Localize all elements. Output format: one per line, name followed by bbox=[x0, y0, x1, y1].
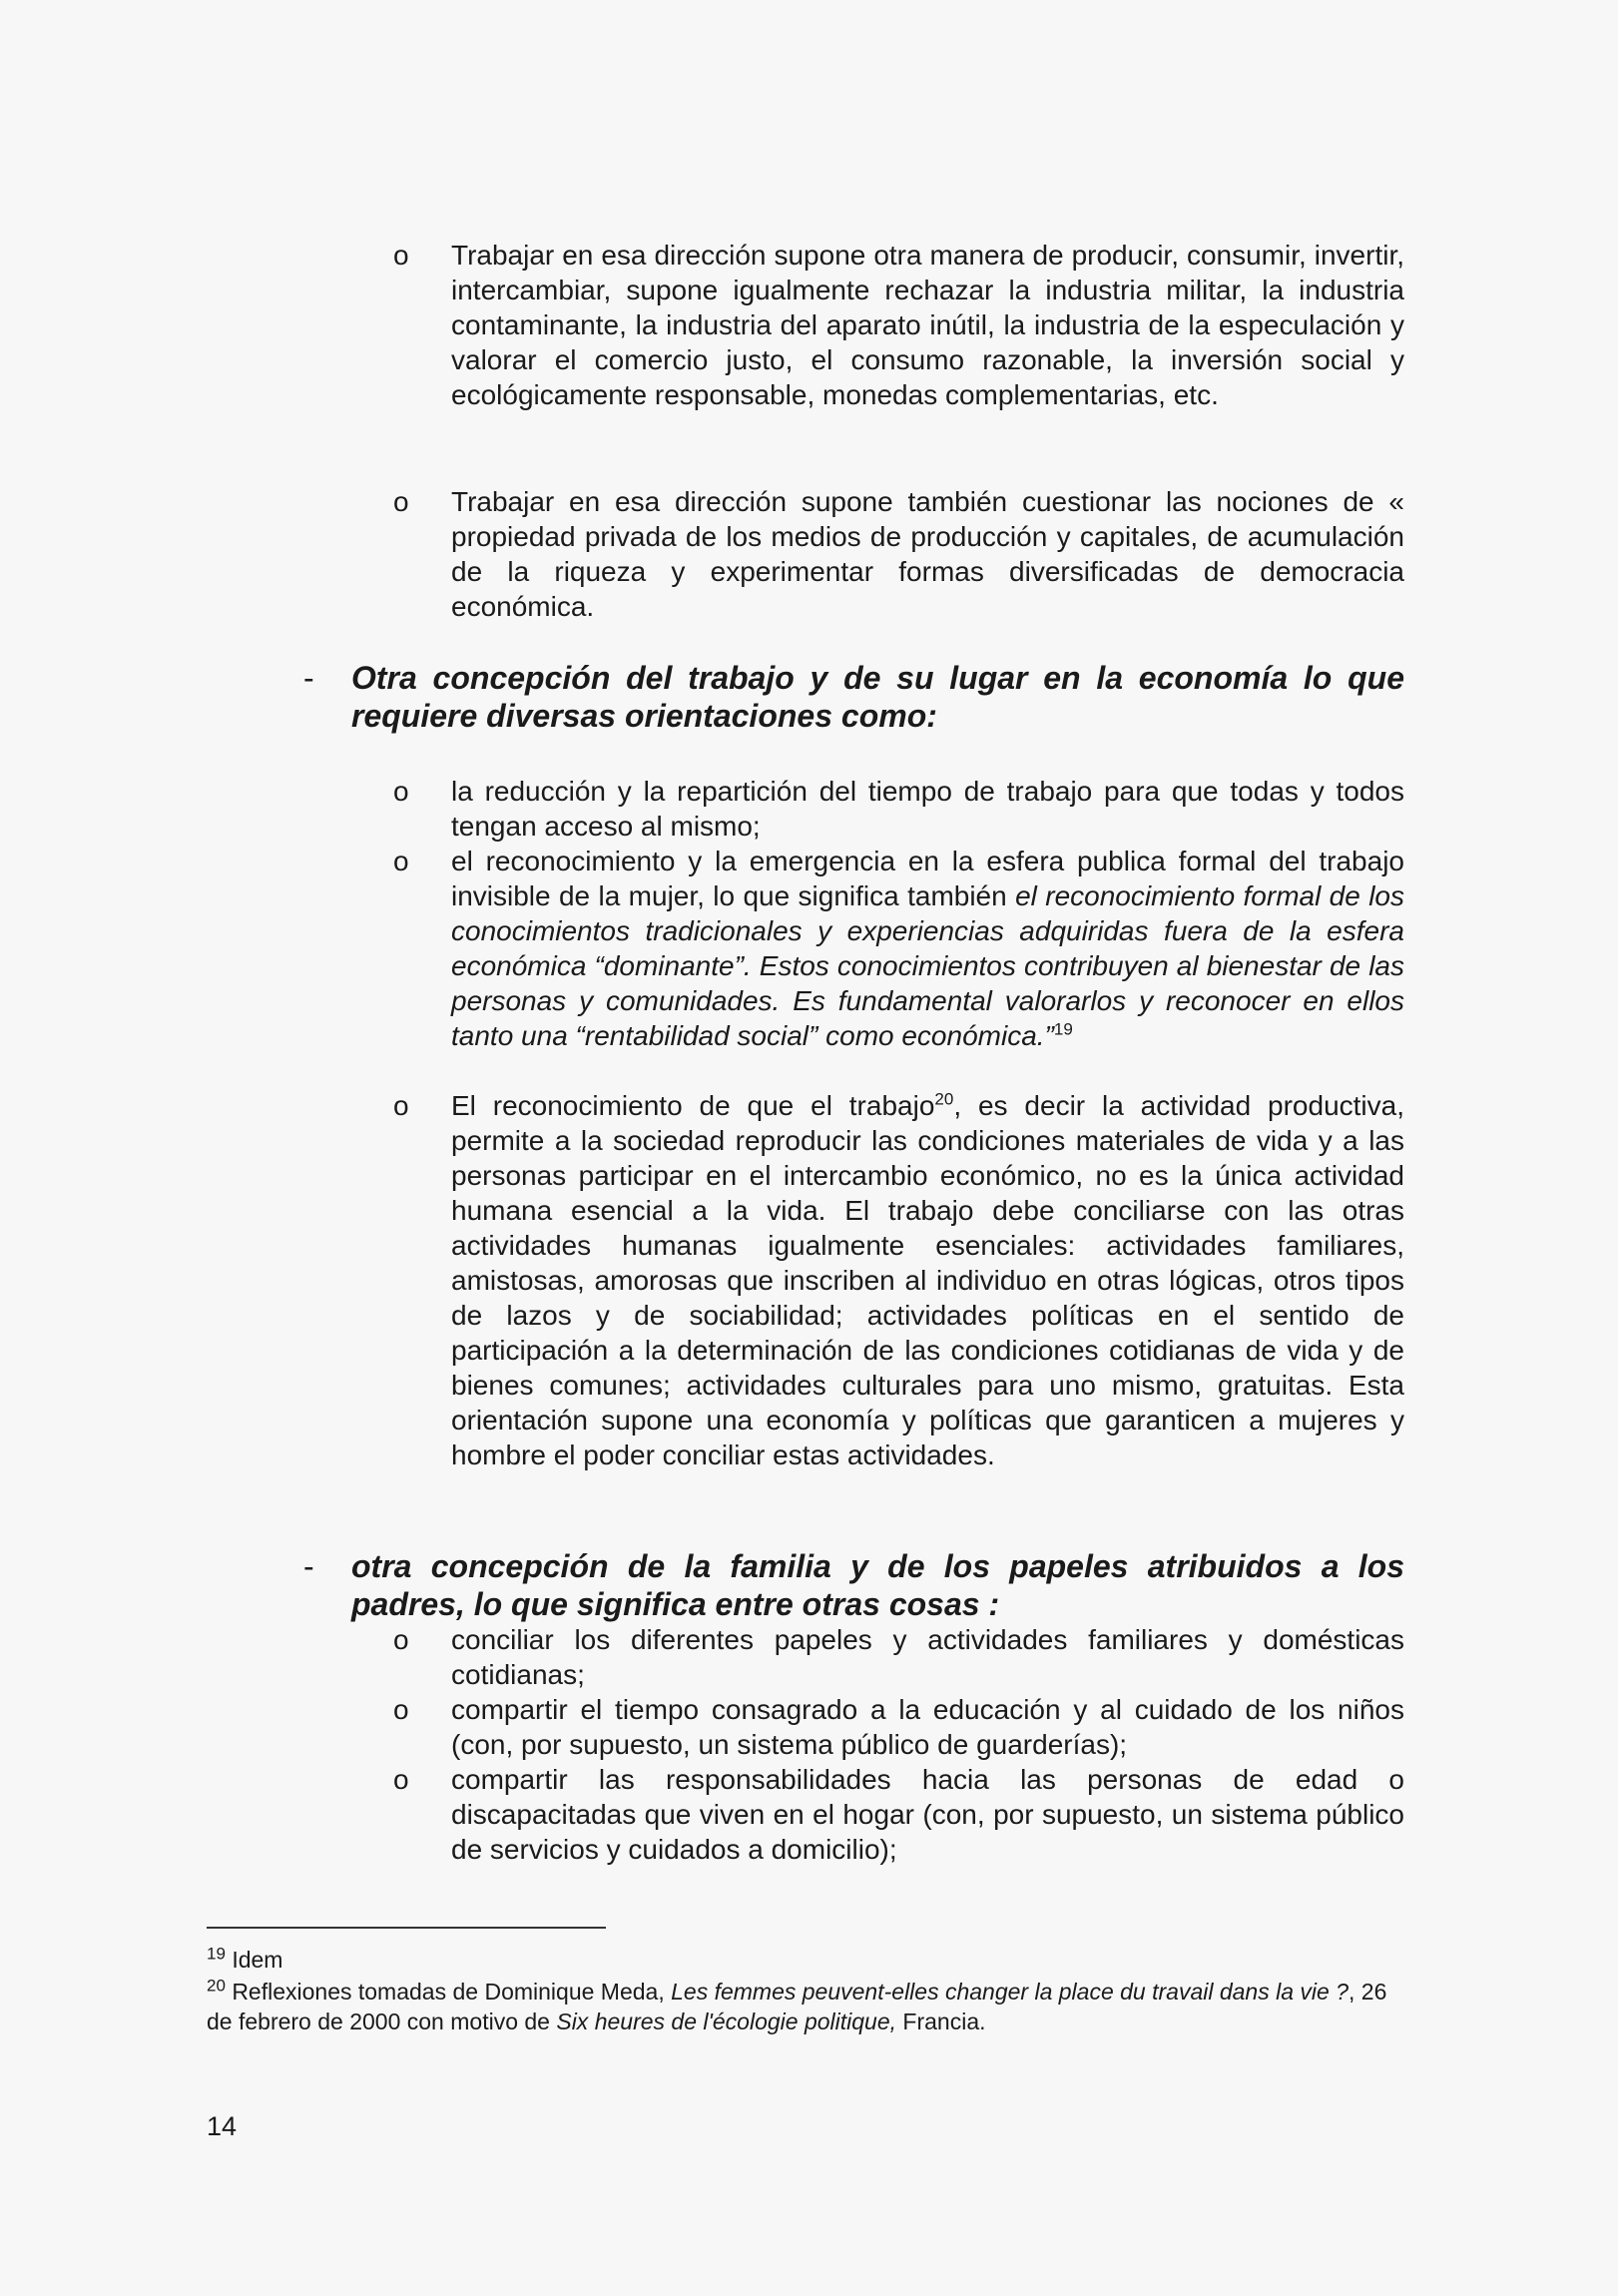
paragraph-text: compartir el tiempo consagrado a la educación y al cuidado de los niños (con, por supuesto, un sistema público de guarderías); bbox=[451, 1694, 1404, 1760]
footnote-text: , 26 de febrero de 2000 con motivo de bbox=[207, 1979, 1387, 2034]
list-item bbox=[393, 1088, 1404, 1472]
paragraph-text: Trabajar en esa dirección supone también cuestionar las nociones de « propiedad privada de los medios de producción y capitales, de acumulación de la riqueza y experimentar formas diversificadas de democracia económica. bbox=[451, 486, 1404, 622]
bullet-circle-icon: o bbox=[393, 1694, 409, 1725]
section-heading bbox=[303, 659, 1404, 735]
footnote-text: Reflexiones tomadas de Dominique Meda, bbox=[232, 1979, 672, 2005]
list-item bbox=[393, 1622, 1404, 1692]
footnote-number: 19 bbox=[207, 1944, 226, 1964]
dash-marker: - bbox=[303, 660, 314, 696]
heading-text: Otra concepción del trabajo y de su lugar en la economía lo que requiere diversas orientaciones como: bbox=[351, 660, 1404, 734]
paragraph-text: el reconocimiento y la emergencia en la esfera publica formal del trabajo invisible de la mujer, lo que significa también bbox=[451, 846, 1404, 911]
footnote-text: Francia. bbox=[896, 2009, 986, 2034]
paragraph-text: Trabajar en esa dirección supone otra manera de producir, consumir, invertir, intercambiar, supone igualmente rechazar la industria militar, la industria contaminante, la industria del aparato inútil, la industria de la especulación y valorar el comercio justo, el consumo razonable, la inversión social y ecológicamente responsable, monedas complementarias, etc. bbox=[451, 240, 1404, 410]
footnote-text: Idem bbox=[232, 1947, 283, 1973]
footnote-event: Six heures de l'écologie politique, bbox=[556, 2009, 897, 2034]
bullet-circle-icon: o bbox=[393, 1764, 409, 1795]
footnote-number: 20 bbox=[207, 1976, 226, 1996]
footnote-20 bbox=[207, 1977, 1404, 2036]
footnote-divider bbox=[207, 1927, 606, 1929]
dash-marker: - bbox=[303, 1548, 314, 1584]
footnote-ref: 19 bbox=[1053, 1019, 1073, 1039]
paragraph-italic-text: el reconocimiento formal de los conocimientos tradicionales y experiencias adquiridas fuera de la esfera económica “dominante”. Estos conocimientos contribuyen al bienestar de las personas y comunidades. Es fundamental valorarlos y reconocer en ellos tanto una “rentabilidad social” como económica.” bbox=[451, 880, 1404, 1051]
bullet-circle-icon: o bbox=[393, 240, 409, 271]
paragraph-text: la reducción y la repartición del tiempo de trabajo para que todas y todos tengan acceso al mismo; bbox=[451, 776, 1404, 842]
list-item bbox=[393, 1692, 1404, 1762]
heading-text: otra concepción de la familia y de los papeles atribuidos a los padres, lo que significa entre otras cosas : bbox=[351, 1548, 1404, 1622]
footnote-title: Les femmes peuvent-elles changer la place du travail dans la vie ? bbox=[671, 1979, 1348, 2005]
list-item bbox=[393, 844, 1404, 1053]
footnote-19 bbox=[207, 1945, 1404, 1975]
bullet-circle-icon: o bbox=[393, 486, 409, 517]
page-number: 14 bbox=[207, 2111, 238, 2141]
paragraph-text: El reconocimiento de que el trabajo bbox=[451, 1090, 935, 1121]
bullet-circle-icon: o bbox=[393, 1624, 409, 1655]
paragraph-text: , es decir la actividad productiva, permite a la sociedad reproducir las condiciones materiales de vida y a las personas participar en el intercambio económico, no es la única actividad humana esencial a la vida. El trabajo debe conciliarse con las otras actividades humanas igualmente esenciales: actividades familiares, amistosas, amorosas que inscriben al individuo en otras lógicas, otros tipos de lazos y de sociabilidad; actividades políticas en el sentido de participación a la determinación de las condiciones cotidianas de vida y de bienes comunes; actividades culturales para uno mismo, gratuitas. Esta orientación supone una economía y políticas que garanticen a mujeres y hombre el poder conciliar estas actividades. bbox=[451, 1090, 1404, 1470]
bullet-circle-icon: o bbox=[393, 776, 409, 807]
section-heading bbox=[303, 1547, 1404, 1623]
paragraph-text: compartir las responsabilidades hacia las personas de edad o discapacitadas que viven en el hogar (con, por supuesto, un sistema público de servicios y cuidados a domicilio); bbox=[451, 1764, 1404, 1865]
bullet-circle-icon: o bbox=[393, 1090, 409, 1121]
list-item bbox=[393, 774, 1404, 844]
footnote-ref: 20 bbox=[934, 1089, 954, 1109]
list-item bbox=[393, 238, 1404, 412]
paragraph-text: conciliar los diferentes papeles y actividades familiares y domésticas cotidianas; bbox=[451, 1624, 1404, 1690]
list-item bbox=[393, 484, 1404, 624]
list-item bbox=[393, 1762, 1404, 1867]
bullet-circle-icon: o bbox=[393, 846, 409, 876]
